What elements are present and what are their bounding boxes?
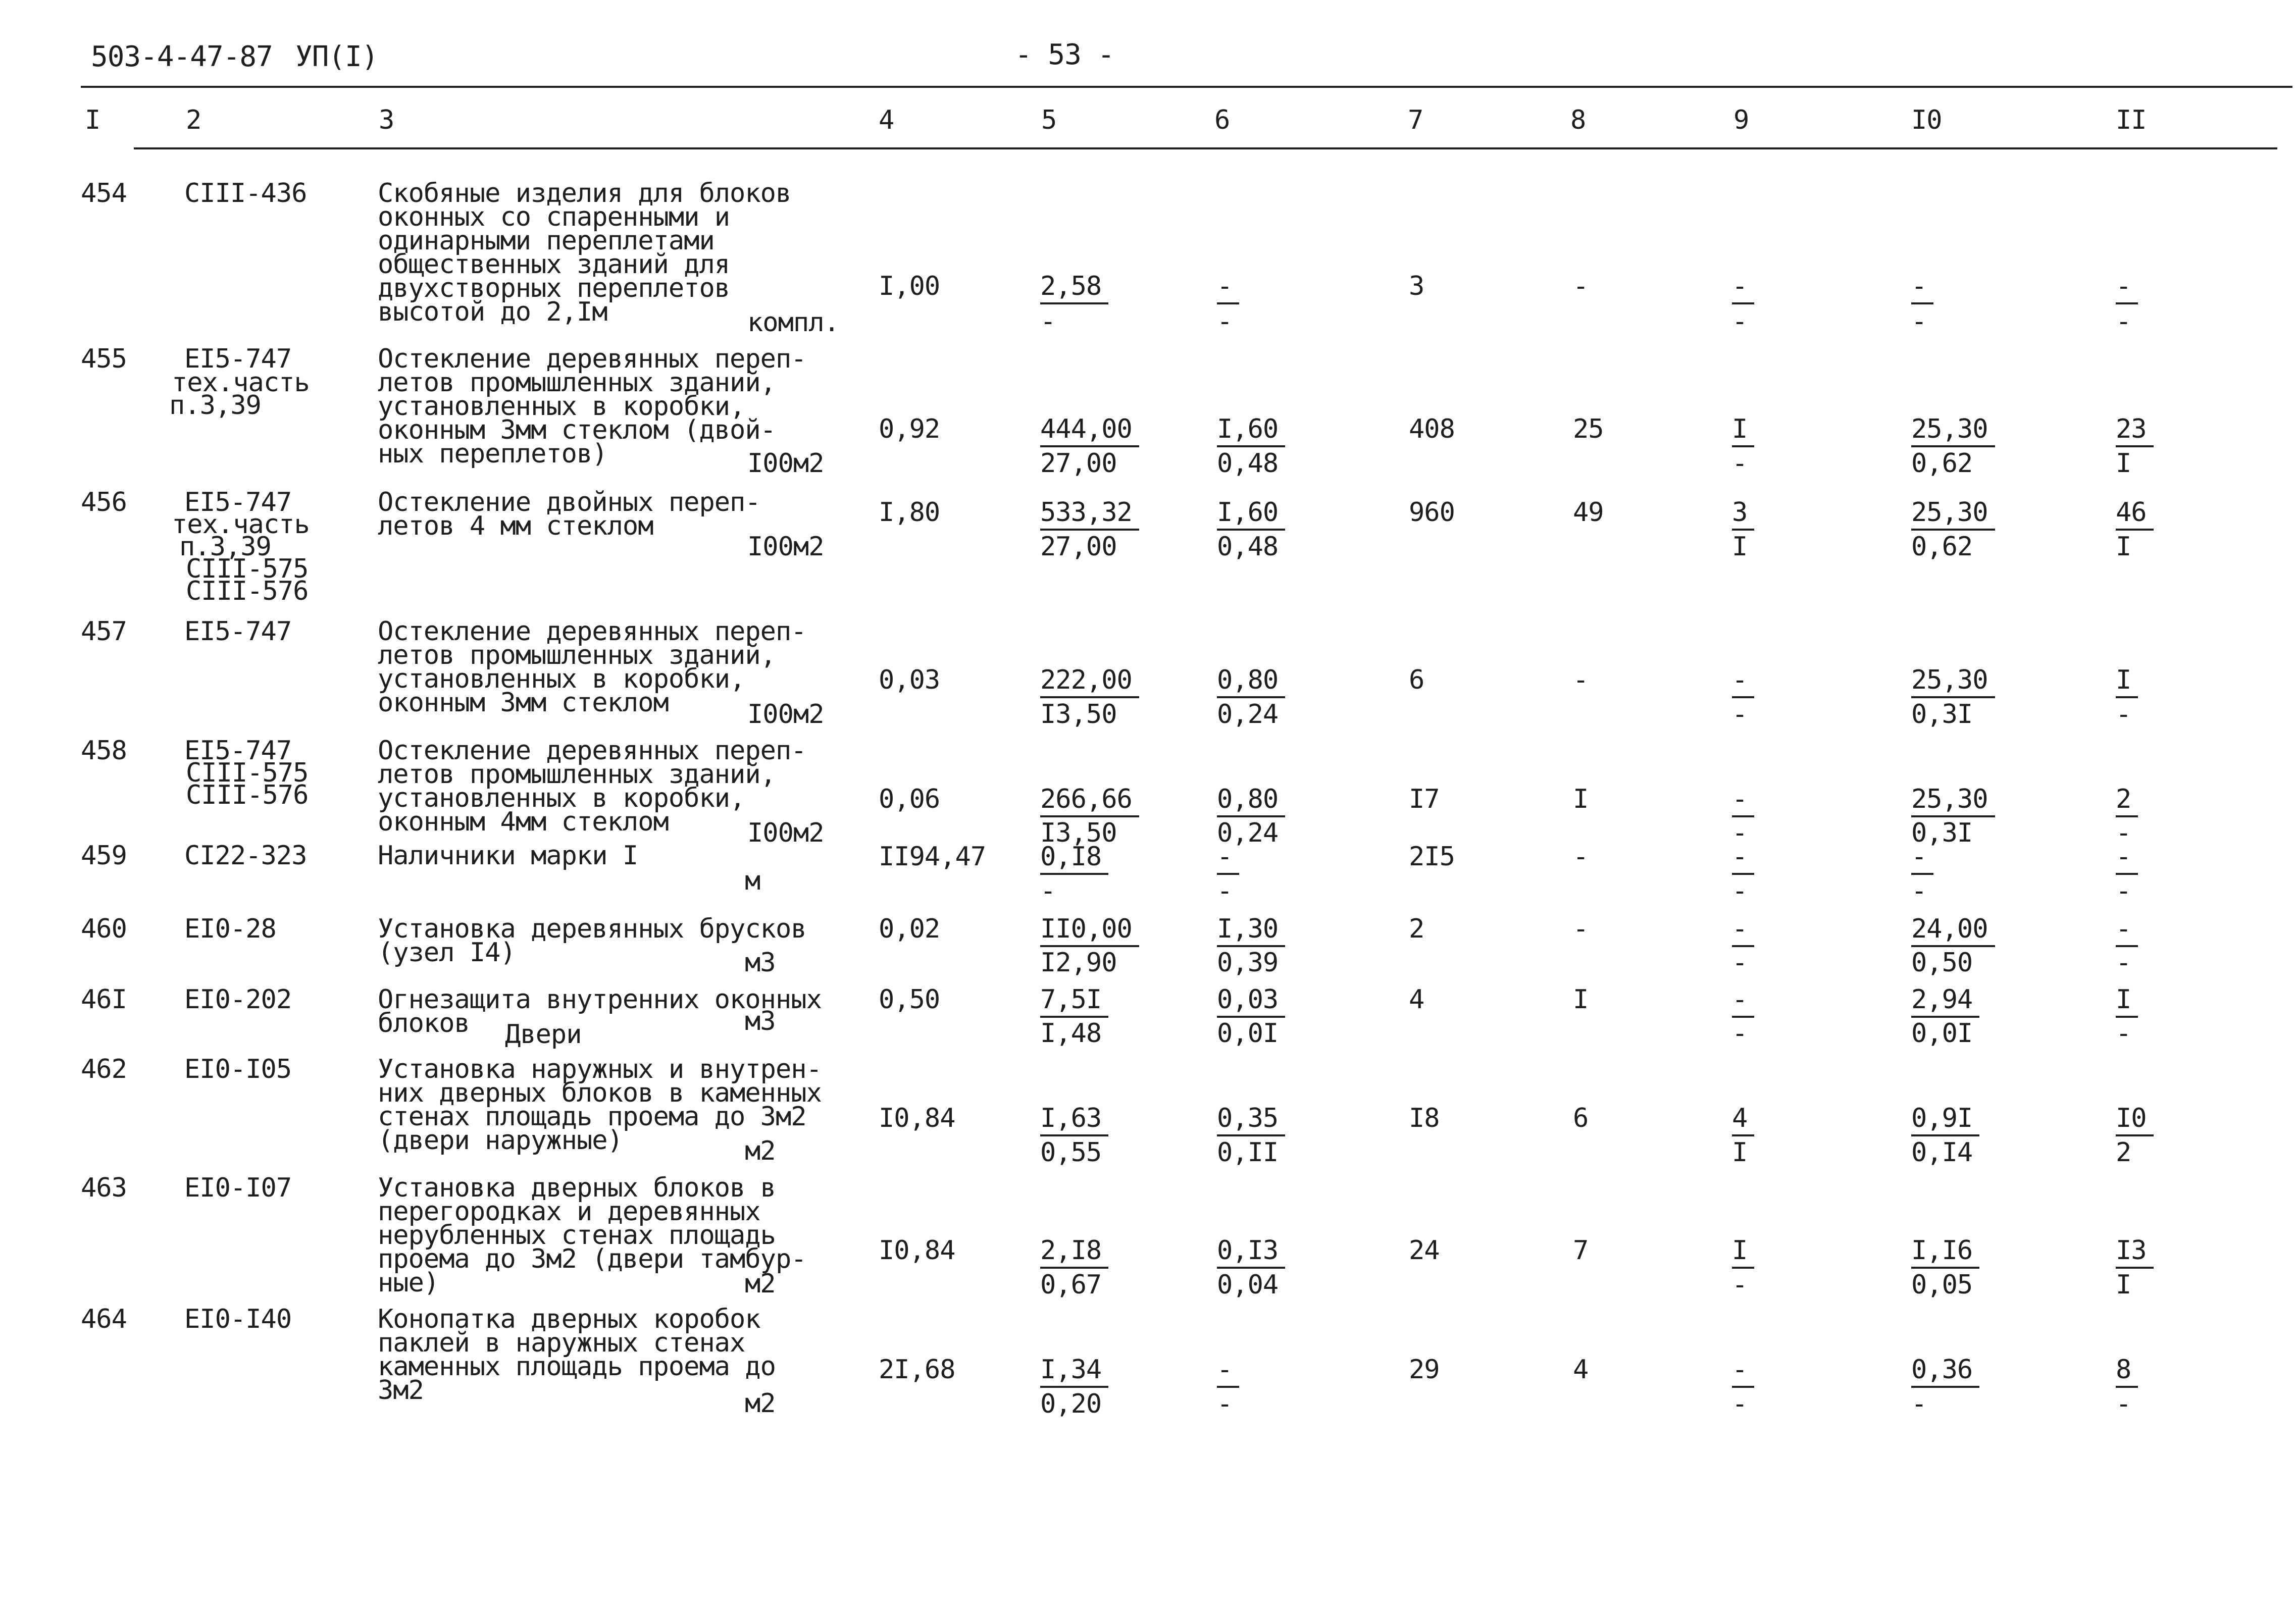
norm-code: EI0-I40 (184, 1304, 292, 1334)
labor-total-top: 8 (2116, 1355, 2138, 1388)
machine-cost-top: 0,80 (1217, 784, 1285, 817)
unit-cost-bottom: 27,00 (1040, 532, 1117, 562)
header-bottom-rule (134, 147, 2277, 149)
labor-total-top: - (2116, 914, 2138, 947)
machine-cost-bottom: 0,39 (1217, 948, 1279, 978)
norm-code-clause: п.3,39 (169, 390, 261, 421)
machine-cost-bottom: 0,24 (1217, 818, 1279, 848)
row-number: 462 (81, 1054, 127, 1084)
norm-code: CIII-575 (186, 758, 309, 788)
col9-top: I (1732, 414, 1754, 447)
machine-cost-top: 0,35 (1217, 1103, 1285, 1136)
quantity: 0,02 (879, 914, 940, 944)
labor-top: 0,36 (1911, 1355, 1979, 1388)
total-cost: 29 (1409, 1355, 1440, 1385)
col9-bottom: I (1732, 1137, 1748, 1168)
col9-bottom: I (1732, 532, 1748, 562)
col9-top: - (1732, 984, 1754, 1018)
work-description: Огнезащита внутренних оконных блоков (378, 984, 822, 1038)
labor-bottom: - (1911, 306, 1927, 337)
col9-top: - (1732, 665, 1754, 698)
wages-total: - (1573, 271, 1589, 301)
machine-cost-top: 0,03 (1217, 984, 1285, 1018)
unit-cost-bottom: 0,55 (1040, 1137, 1102, 1168)
machine-cost-bottom: 0,04 (1217, 1270, 1279, 1300)
unit-of-measure: I00м2 (747, 818, 824, 848)
quantity: II94,47 (879, 842, 986, 872)
labor-bottom: 0,3I (1911, 818, 1973, 848)
column-header: I (85, 105, 100, 135)
unit-of-measure: м (745, 866, 760, 896)
labor-total-bottom: - (2116, 876, 2131, 906)
labor-total-top: - (2116, 271, 2138, 304)
wages-total: I (1573, 784, 1589, 814)
machine-cost-bottom: - (1217, 1389, 1233, 1419)
total-cost: 2 (1409, 914, 1424, 944)
machine-cost-top: - (1217, 842, 1239, 875)
norm-code: EI0-28 (184, 914, 276, 944)
quantity: I0,84 (879, 1235, 955, 1266)
quantity: I,80 (879, 497, 940, 528)
document-code: 503-4-47-87 (91, 40, 273, 73)
unit-cost-top: 444,00 (1040, 414, 1139, 447)
machine-cost-bottom: 0,48 (1217, 532, 1279, 562)
labor-total-bottom: I (2116, 448, 2131, 479)
quantity: 0,50 (879, 984, 940, 1015)
unit-cost-top: 2,58 (1040, 271, 1108, 304)
col9-top: - (1732, 842, 1754, 875)
labor-total-bottom: 2 (2116, 1137, 2131, 1168)
work-description: Установка наружных и внутрен- них дверных блоков в каменных стенах площадь проема до 3м2 (двери наружные) (378, 1054, 822, 1156)
labor-total-top: I (2116, 665, 2138, 698)
norm-code: EI5-747 (184, 736, 292, 766)
column-header: 6 (1214, 105, 1230, 135)
wages-total: 25 (1573, 414, 1604, 444)
unit-cost-top: 0,I8 (1040, 842, 1108, 875)
unit-cost-bottom: I2,90 (1040, 948, 1117, 978)
column-header: 7 (1408, 105, 1423, 135)
sub-label: Двери (505, 1019, 582, 1050)
col9-top: - (1732, 914, 1754, 947)
unit-cost-top: 266,66 (1040, 784, 1139, 817)
norm-code: EI5-747 (184, 616, 292, 647)
labor-bottom: - (1911, 876, 1927, 906)
norm-code-note: тех.часть (172, 509, 310, 540)
labor-total-top: 46 (2116, 497, 2154, 531)
norm-code: EI0-202 (184, 984, 292, 1015)
col9-top: I (1732, 1235, 1754, 1269)
unit-of-measure: I00м2 (747, 532, 824, 562)
machine-cost-top: I,60 (1217, 414, 1285, 447)
norm-code: CI22-323 (184, 841, 307, 871)
unit-of-measure: I00м2 (747, 699, 824, 730)
wages-total: - (1573, 665, 1589, 695)
work-description: Скобяные изделия для блоков оконных со спаренными и одинарными переплетами общественных зданий для двухстворных переплетов высотой до 2,Iм (378, 178, 791, 327)
labor-bottom: 0,I4 (1911, 1137, 1973, 1168)
work-description: Наличники марки I (378, 841, 638, 871)
total-cost: I8 (1409, 1103, 1440, 1133)
total-cost: 408 (1409, 414, 1455, 444)
col9-bottom: - (1732, 1270, 1748, 1300)
labor-total-bottom: - (2116, 306, 2131, 337)
column-header: 2 (186, 105, 201, 135)
labor-total-top: 23 (2116, 414, 2154, 447)
unit-cost-top: I,34 (1040, 1355, 1108, 1388)
labor-total-top: I0 (2116, 1103, 2154, 1136)
unit-cost-top: 2,I8 (1040, 1235, 1108, 1269)
labor-top: 25,30 (1911, 497, 1995, 531)
page-number: - 53 - (1015, 38, 1114, 71)
labor-bottom: 0,05 (1911, 1270, 1973, 1300)
labor-bottom: 0,3I (1911, 699, 1973, 730)
work-description: Остекление деревянных переп- летов промышленных зданий, установленных в коробки, оконным 4мм стеклом (378, 736, 806, 837)
col9-top: 4 (1732, 1103, 1754, 1136)
row-number: 464 (81, 1304, 127, 1334)
norm-code-note: тех.часть (172, 368, 310, 398)
column-header: 3 (379, 105, 394, 135)
machine-cost-top: I,60 (1217, 497, 1285, 531)
unit-of-measure: I00м2 (747, 448, 824, 479)
row-number: 460 (81, 914, 127, 944)
machine-cost-top: - (1217, 1355, 1239, 1388)
wages-total: 4 (1573, 1355, 1589, 1385)
col9-top: - (1732, 1355, 1754, 1388)
row-number: 456 (81, 487, 127, 517)
work-description: Установка дверных блоков в перегородках и деревянных нерубленных стенах площадь проема до 3м2 (двери тамбур- ные) (378, 1173, 806, 1298)
quantity: 0,92 (879, 414, 940, 444)
unit-cost-bottom: 0,67 (1040, 1270, 1102, 1300)
unit-cost-top: 533,32 (1040, 497, 1139, 531)
labor-total-top: I3 (2116, 1235, 2154, 1269)
machine-cost-top: I,30 (1217, 914, 1285, 947)
row-number: 458 (81, 736, 127, 766)
wages-total: 6 (1573, 1103, 1589, 1133)
labor-top: - (1911, 271, 1933, 304)
unit-cost-bottom: I,48 (1040, 1018, 1102, 1049)
norm-code-clause: п.3,39 (179, 532, 271, 562)
labor-top: 2,94 (1911, 984, 1979, 1018)
col9-bottom: - (1732, 306, 1748, 337)
labor-total-top: 2 (2116, 784, 2138, 817)
labor-total-bottom: - (2116, 948, 2131, 978)
labor-top: 0,9I (1911, 1103, 1979, 1136)
unit-cost-top: 222,00 (1040, 665, 1139, 698)
col9-bottom: - (1732, 876, 1748, 906)
machine-cost-top: - (1217, 271, 1239, 304)
machine-cost-bottom: 0,0I (1217, 1018, 1279, 1049)
unit-cost-bottom: 27,00 (1040, 448, 1117, 479)
col9-top: - (1732, 271, 1754, 304)
labor-total-top: - (2116, 842, 2138, 875)
unit-of-measure: м2 (745, 1388, 776, 1419)
row-number: 457 (81, 616, 127, 647)
unit-cost-top: 7,5I (1040, 984, 1108, 1018)
machine-cost-top: 0,I3 (1217, 1235, 1285, 1269)
wages-total: - (1573, 842, 1589, 872)
machine-cost-top: 0,80 (1217, 665, 1285, 698)
norm-code: CIII-576 (186, 780, 309, 810)
col9-bottom: - (1732, 948, 1748, 978)
labor-total-bottom: - (2116, 1389, 2131, 1419)
row-number: 463 (81, 1173, 127, 1203)
row-number: 46I (81, 984, 127, 1015)
labor-top: 24,00 (1911, 914, 1995, 947)
labor-top: 25,30 (1911, 784, 1995, 817)
total-cost: 24 (1409, 1235, 1440, 1266)
total-cost: 3 (1409, 271, 1424, 301)
labor-total-bottom: I (2116, 532, 2131, 562)
col9-bottom: - (1732, 448, 1748, 479)
row-number: 455 (81, 344, 127, 374)
unit-cost-bottom: 0,20 (1040, 1389, 1102, 1419)
labor-bottom: 0,0I (1911, 1018, 1973, 1049)
col9-bottom: - (1732, 699, 1748, 730)
unit-cost-top: II0,00 (1040, 914, 1139, 947)
unit-cost-bottom: - (1040, 876, 1056, 906)
work-description: Установка деревянных брусков (узел I4) (378, 914, 806, 968)
total-cost: 6 (1409, 665, 1424, 695)
labor-total-bottom: - (2116, 1018, 2131, 1049)
labor-total-top: I (2116, 984, 2138, 1018)
unit-of-measure: м3 (745, 1006, 776, 1036)
col9-bottom: - (1732, 818, 1748, 848)
column-header: 5 (1041, 105, 1057, 135)
labor-bottom: 0,62 (1911, 532, 1973, 562)
labor-top: I,I6 (1911, 1235, 1979, 1269)
norm-code: EI0-I05 (184, 1054, 292, 1084)
machine-cost-bottom: 0,II (1217, 1137, 1279, 1168)
labor-bottom: 0,62 (1911, 448, 1973, 479)
column-header: 8 (1570, 105, 1586, 135)
unit-cost-bottom: I3,50 (1040, 818, 1117, 848)
norm-code: CIII-436 (184, 178, 307, 209)
machine-cost-bottom: 0,24 (1217, 699, 1279, 730)
wages-total: 7 (1573, 1235, 1589, 1266)
quantity: I,00 (879, 271, 940, 301)
row-number: 454 (81, 178, 127, 209)
unit-of-measure: м2 (745, 1269, 776, 1299)
work-description: Остекление деревянных переп- летов промышленных зданий, установленных в коробки, оконным 3мм стеклом (двой- ных переплетов) (378, 344, 806, 469)
unit-of-measure: м2 (745, 1136, 776, 1166)
work-description: Конопатка дверных коробок паклей в наружных стенах каменных площадь проема до 3м2 (378, 1304, 776, 1406)
work-description: Остекление деревянных переп- летов промышленных зданий, установленных в коробки, оконным 3мм стеклом (378, 616, 806, 718)
labor-bottom: 0,50 (1911, 948, 1973, 978)
wages-total: I (1573, 984, 1589, 1015)
unit-of-measure: м3 (745, 948, 776, 978)
norm-code: EI5-747 (184, 487, 292, 517)
total-cost: 2I5 (1409, 842, 1455, 872)
labor-top: 25,30 (1911, 414, 1995, 447)
col9-bottom: - (1732, 1018, 1748, 1049)
labor-top: 25,30 (1911, 665, 1995, 698)
album-label: УП(I) (295, 40, 378, 73)
total-cost: 4 (1409, 984, 1424, 1015)
column-header: II (2116, 105, 2147, 135)
norm-code: EI5-747 (184, 344, 292, 374)
quantity: 0,03 (879, 665, 940, 695)
row-number: 459 (81, 841, 127, 871)
work-description: Остекление двойных переп- летов 4 мм стеклом (378, 487, 760, 541)
machine-cost-bottom: 0,48 (1217, 448, 1279, 479)
labor-total-bottom: I (2116, 1270, 2131, 1300)
column-header: I0 (1911, 105, 1942, 135)
total-cost: I7 (1409, 784, 1440, 814)
labor-total-bottom: - (2116, 818, 2131, 848)
norm-code: CIII-576 (186, 576, 309, 606)
unit-of-measure: компл. (747, 307, 839, 338)
col9-top: - (1732, 784, 1754, 817)
table-top-rule (81, 86, 2292, 88)
unit-cost-top: I,63 (1040, 1103, 1108, 1136)
column-header: 9 (1733, 105, 1749, 135)
labor-total-bottom: - (2116, 699, 2131, 730)
norm-code: EI0-I07 (184, 1173, 292, 1203)
total-cost: 960 (1409, 497, 1455, 528)
col9-bottom: - (1732, 1389, 1748, 1419)
labor-bottom: - (1911, 1389, 1927, 1419)
machine-cost-bottom: - (1217, 876, 1233, 906)
quantity: 0,06 (879, 784, 940, 814)
quantity: 2I,68 (879, 1355, 955, 1385)
wages-total: - (1573, 914, 1589, 944)
wages-total: 49 (1573, 497, 1604, 528)
col9-top: 3 (1732, 497, 1754, 531)
labor-top: - (1911, 842, 1933, 875)
unit-cost-bottom: I3,50 (1040, 699, 1117, 730)
machine-cost-bottom: - (1217, 306, 1233, 337)
column-header: 4 (879, 105, 894, 135)
quantity: I0,84 (879, 1103, 955, 1133)
unit-cost-bottom: - (1040, 306, 1056, 337)
norm-code: CIII-575 (186, 554, 309, 584)
